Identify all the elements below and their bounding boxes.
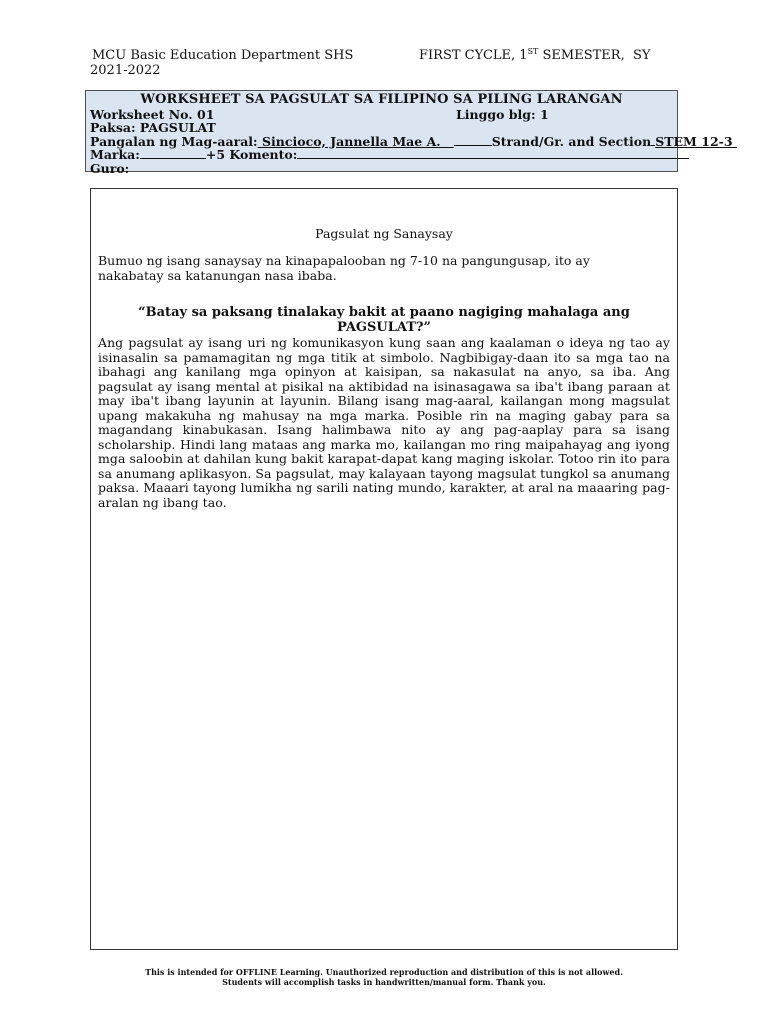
header-department: [90, 48, 353, 78]
worksheet-number: Worksheet No. 01: [90, 106, 215, 122]
answer-box: [90, 188, 678, 950]
worksheet-row-grade: [90, 148, 673, 162]
week-number: Linggo blg: 1: [456, 106, 549, 122]
teacher-label: Guro:: [90, 160, 130, 176]
cycle-suffix: SEMESTER, SY: [538, 48, 651, 63]
student-label: Pangalan ng Mag-aaral:: [90, 133, 258, 149]
strand-value: STEM 12-3: [655, 133, 737, 149]
worksheet-row-number: [90, 108, 673, 122]
student-name: Sincioco, Jannella Mae A.: [257, 133, 454, 149]
essay-question: “Batay sa paksang tinalakay bakit at paano nagiging mahalaga ang PAGSULAT?”: [138, 305, 630, 335]
worksheet-title: WORKSHEET SA PAGSULAT SA FILIPINO SA PILING LARANGAN: [140, 92, 623, 107]
footer-notice: [0, 967, 768, 987]
subject: Paksa: PAGSULAT: [90, 120, 216, 135]
essay-answer: Ang pagsulat ay isang uri ng komunikasyon kung saan ang kaalaman o ideya ng tao ay isinasalin sa pamamagitan ng mga titik at simbolo. Nagbibigay-daan ito sa mga tao na ibahagi ang kanilang mga opinyon at kaisipan, sa nakasulat na anyo, sa iba. Ang pagsulat ay isang mental at pisikal na aktibidad na isinasagawa sa iba't ibang paraan at may iba't ibang layunin at layunin. Bilang isang mag-aaral, kailangan mong magsulat upang makakuha ng mahusay na mga marka. Posible rin na maging gabay para sa magandang kinabukasan. Isang halimbawa nito ay ang pag-aaplay para sa isang scholarship. Hindi lang mataas ang marka mo, kailangan mo ring maipahayag ang iyong mga saloobin at dahilan kung bakit karapat-dapat kang maging iskolar. Totoo rin ito para sa anumang aplikasyon. Sa pagsulat, may kalayaan tayong magsulat tungkol sa anumang paksa. Maaari tayong lumikha ng sarili nating mundo, karakter, at aral na maaaring pag-aralan ng ibang tao.: [98, 335, 670, 510]
bonus-comment-label: +5 Komento:: [205, 147, 298, 162]
section-title: Pagsulat ng Sanaysay: [315, 226, 453, 241]
footer-line-1: This is intended for OFFLINE Learning. Unauthorized reproduction and distribution of this is not allowed.: [145, 967, 623, 977]
worksheet-row-subject: [90, 121, 673, 135]
school-year: 2021-2022: [90, 63, 161, 78]
worksheet-info-box: [85, 90, 737, 176]
cycle-prefix: FIRST CYCLE, 1: [419, 48, 528, 63]
student-name-line: [454, 135, 492, 146]
header-cycle: [419, 48, 650, 63]
worksheet-row-student: [90, 133, 737, 149]
worksheet-row-teacher: [90, 162, 673, 176]
cycle-superscript: ST: [527, 47, 539, 56]
footer-line-2: Students will accomplish tasks in handwritten/manual form. Thank you.: [222, 977, 546, 987]
instructions: Bumuo ng isang sanaysay na kinapapalooban ng 7-10 na pangungusap, ito ay nakabatay sa katanungan nasa ibaba.: [98, 253, 590, 283]
strand-label: Strand/Gr. and Section: [491, 133, 652, 149]
grade-label: Marka:: [90, 147, 140, 162]
comment-line: [297, 148, 689, 159]
grade-line: [140, 148, 206, 159]
department-name: MCU Basic Education Department SHS: [92, 48, 354, 63]
